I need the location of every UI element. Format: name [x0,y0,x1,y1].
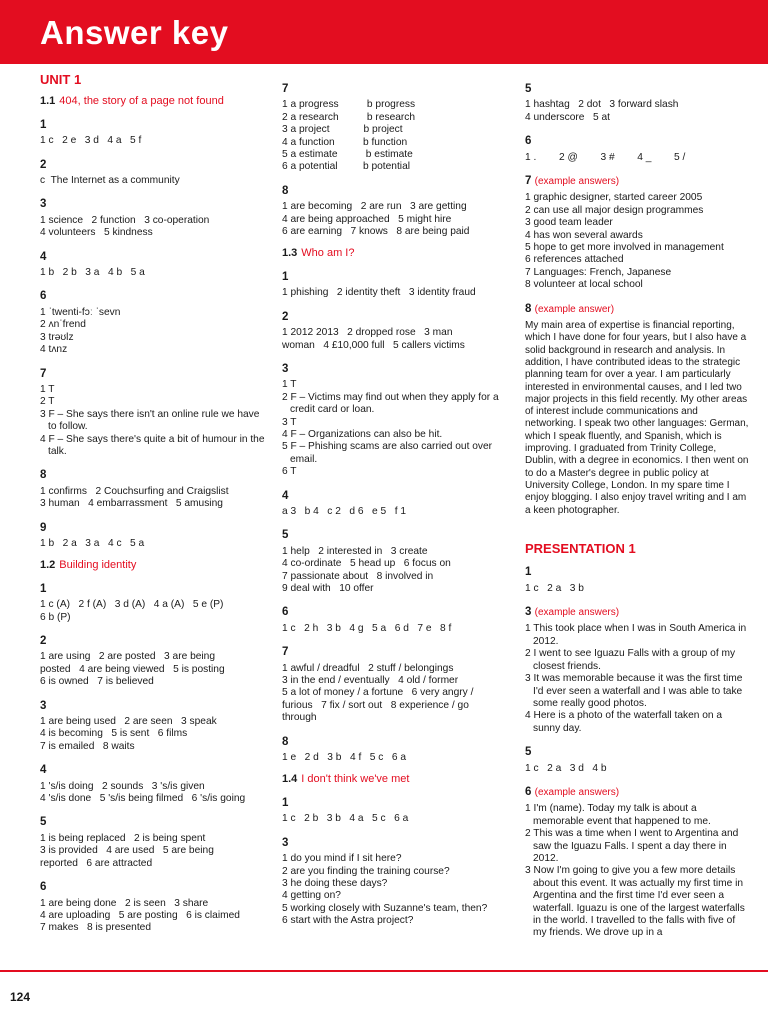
exercise-number [282,271,507,283]
answer-line: 1 b 2 a 3 a 4 c 5 a [40,537,145,549]
answer-line: 1 c 2 a 3 b [525,582,584,594]
answer-line: 1 T [282,379,297,391]
exercise-number [40,700,268,712]
answer-line: 3 Now I'm going to give you a few more details about this event. It was actually my first time in Argentina and the first time I'd ever seen a waterfall. Iguazu is one of the largest waterfalls in the world. I travelled to the falls with five of my friends. We drove up in a [525,865,745,939]
exercise-number [40,764,268,776]
answer-line: 3 he doing these days? [282,877,388,889]
answer-line: 7 makes 8 is presented [40,922,151,934]
exercise-number [40,469,268,481]
answer-line: 1 phishing 2 identity theft 3 identity fraud [282,287,476,299]
exercise-number [282,797,507,809]
example-note: (example answers) [534,607,620,619]
section-number: 1.1 [40,95,56,108]
answer-line: 3 a project b project [282,124,403,136]
answer-line: 1 c 2 a 3 d 4 b [525,762,607,774]
example-note: (example answer) [534,303,615,315]
exercise-number [40,290,268,302]
answer-line: 4 Here is a photo of the waterfall taken on a sunny day. [525,710,723,734]
answer-line: 1 are using 2 are posted 3 are being [40,651,216,663]
exercise-label: 4 [40,250,47,263]
answer-line: 1 I'm (name). Today my talk is about a memorable event that happened to me. [525,803,711,827]
answer-line: 9 deal with 10 offer [282,583,374,594]
exercise-label: 5 [525,83,532,95]
answer-line: 2 ʌnˈfrend [40,319,86,331]
exercise-label: 6 [282,606,289,619]
exercise-number [525,135,750,147]
answer-line: 6 references attached [525,254,624,266]
exercise-number [40,119,268,131]
exercise-number [40,198,268,210]
section-heading [40,95,268,107]
exercise-number [525,303,750,316]
exercise-label: 7 [282,83,289,95]
exercise-label: 1 [525,566,532,579]
exercise-label: 6 [40,290,47,303]
exercise-number [525,606,750,619]
example-note: (example answers) [534,786,620,798]
exercise-label: 2 [282,310,289,323]
exercise-number [282,646,507,658]
exercise-label: 1 [282,796,289,809]
answer-line: 2 F – Victims may find out when they apply for a credit card or loan. [282,391,499,416]
answer-line: 1 e 2 d 3 b 4 f 5 c 6 a [282,752,407,764]
exercise-number [282,363,507,375]
answer-line: 8 volunteer at local school [525,279,643,291]
exercise-number [525,786,750,799]
answer-line: 1 2012 2013 2 dropped rose 3 man [282,327,453,339]
answer-line: through [282,712,317,724]
answer-line: 1 confirms 2 Couchsurfing and Craigslist [40,485,229,497]
answer-line: 1 is being replaced 2 is being spent [40,832,206,844]
answer-line: 3 trəʊlz [40,331,74,343]
answer-line: 4 are being approached 5 might hire [282,213,452,225]
example-note: (example answers) [534,176,620,188]
answer-line: 4 a function b function [282,136,408,148]
section-title: Building identity [59,559,137,572]
answer-line: 6 b (P) [40,611,71,623]
exercise-label: 2 [40,635,47,647]
column-middle [282,72,507,928]
exercise-label: 3 [40,699,47,712]
answer-line: 2 T [40,396,55,408]
page-title: Answer key [40,14,229,51]
exercise-label: 2 [40,158,47,171]
answer-line: woman 4 £10,000 full 5 callers victims [282,339,465,351]
exercise-number [282,490,507,502]
answer-line: 7 passionate about 8 involved in [282,570,434,582]
answer-line: 2 I went to see Iguazu Falls with a group of my closest friends. [525,648,736,672]
exercise-number [282,606,507,618]
exercise-number [40,881,268,893]
answer-line: 6 a potential b potential [282,161,410,173]
exercise-number [525,175,750,188]
exercise-number [525,746,750,758]
exercise-label: 6 [525,135,532,148]
answer-line: 5 F – Phishing scams are also carried out over email. [282,441,493,465]
answer-line: 4 tʌnz [40,344,68,356]
exercise-number [282,736,507,748]
exercise-label: 8 [40,469,47,482]
answer-line: 7 Languages: French, Japanese [525,266,672,278]
exercise-label: 4 [282,489,289,502]
answer-line: 4 is becoming 5 is sent 6 films [40,728,188,740]
answer-line: 1 . 2 @ 3 # 4 _ 5 / [525,151,686,163]
answer-line: 6 are earning 7 knows 8 are being paid [282,226,470,238]
section-title: Who am I? [301,247,355,260]
answer-line: a 3 b 4 c 2 d 6 e 5 f 1 [282,505,407,517]
footer-rule [0,970,768,972]
answer-line: 1 science 2 function 3 co-operation [40,214,210,226]
exercise-number [282,185,507,197]
answer-line: 3 good team leader [525,217,613,229]
exercise-label: 3 [282,362,289,375]
answer-line: reported 6 are attracted [40,857,153,869]
answer-line: 5 a estimate b estimate [282,149,413,161]
section-heading [40,559,268,571]
exercise-number [282,83,507,95]
section-title: I don't think we've met [301,773,410,786]
answer-line: 4 F – Organizations can also be hit. [282,428,443,440]
unit-heading: UNIT 1 [40,72,82,87]
exercise-label: 4 [40,764,47,777]
answer-line: 5 hope to get more involved in management [525,242,724,254]
header-banner [0,0,768,64]
section-number: 1.4 [282,773,298,786]
exercise-label: 1 [40,118,47,131]
answer-line: posted 4 are being viewed 5 is posting [40,663,225,675]
answer-line: 1 c 2 e 3 d 4 a 5 f [40,135,142,147]
answer-line: c The Internet as a community [40,175,180,187]
exercise-label: 8 [282,735,289,748]
exercise-number [525,83,750,95]
answer-line: 4 getting on? [282,890,341,902]
answer-line: 1 are becoming 2 are run 3 are getting [282,201,467,213]
answer-line: 4 has won several awards [525,229,643,241]
exercise-number [40,635,268,647]
answer-line: 5 working closely with Suzanne's team, then? [282,902,488,914]
answer-line: 1 This took place when I was in South America in 2012. [525,623,747,647]
answer-line: 4 underscore 5 at [525,111,610,123]
answer-line: 5 a lot of money / a fortune 6 very angry / [282,687,474,699]
answer-line: 1 a progress b progress [282,99,416,111]
unit-heading: PRESENTATION 1 [525,540,636,556]
answer-line: 2 This was a time when I went to Argentina and saw the Iguazu Falls. I spent a day there in 2012. [525,828,739,864]
answer-line: 1 c 2 h 3 b 4 g 5 a 6 d 7 e 8 f [282,622,452,634]
answer-line: 3 It was memorable because it was the first time I'd ever seen a waterfall and I was able to take some really good photos. [525,673,743,709]
answer-line: 1 T [40,383,55,395]
answer-line: 6 start with the Astra project? [282,915,414,927]
exercise-label: 3 [282,836,289,849]
exercise-label: 1 [40,582,47,595]
section-heading [282,247,507,259]
answer-line: 4 co-ordinate 5 head up 6 focus on [282,558,451,570]
answer-line: 2 are you finding the training course? [282,865,450,877]
answer-line: 2 a research b research [282,111,416,123]
answer-line: 1 awful / dreadful 2 stuff / belongings [282,662,454,674]
exercise-label: 7 [525,175,532,188]
answer-line: 3 human 4 embarrassment 5 amusing [40,498,223,510]
section-heading [282,773,507,785]
answer-line: 1 hashtag 2 dot 3 forward slash [525,99,679,111]
exercise-number [282,837,507,849]
section-number: 1.2 [40,559,56,572]
exercise-label: 8 [282,184,289,197]
exercise-label: 5 [282,529,289,542]
exercise-number [40,522,268,534]
answer-line: 1 are being used 2 are seen 3 speak [40,716,217,728]
column-right [525,72,750,940]
exercise-label: 5 [525,746,532,759]
section-number: 1.3 [282,247,298,260]
exercise-number [282,529,507,541]
answer-line: 1 's/is doing 2 sounds 3 's/is given [40,780,205,792]
exercise-number [40,159,268,171]
answer-line: 3 F – She says there isn't an online rule we have to follow. [40,408,260,433]
exercise-label: 9 [40,521,47,534]
answer-line: 1 c (A) 2 f (A) 3 d (A) 4 a (A) 5 e (P) [40,599,224,611]
answer-line: 4 are uploading 5 are posting 6 is claimed [40,909,240,921]
answer-line: 4 's/is done 5 's/is being filmed 6 's/is going [40,793,246,805]
answer-line: 4 volunteers 5 kindness [40,227,153,239]
answer-line: 4 F – She says there's quite a bit of humour in the talk. [40,433,265,457]
exercise-label: 7 [40,367,47,380]
answer-line: 3 T [282,416,297,428]
exercise-number [40,251,268,263]
exercise-label: 5 [40,816,47,829]
exercise-number [40,583,268,595]
exercise-number [282,311,507,323]
exercise-number [40,816,268,828]
exercise-label: 6 [40,881,47,894]
answer-line: 3 is provided 4 are used 5 are being [40,845,214,857]
answer-line: 6 T [282,466,297,478]
section-title: 404, the story of a page not found [59,95,224,108]
exercise-label: 1 [282,270,289,283]
answer-line: 1 ˈtwenti-fɔː ˈsevn [40,306,121,318]
answer-line: 1 c 2 b 3 b 4 a 5 c 6 a [282,813,409,825]
answer-line: 2 can use all major design programmes [525,204,704,216]
exercise-label: 6 [525,785,532,798]
exercise-label: 3 [525,606,532,619]
answer-line: 7 is emailed 8 waits [40,740,135,752]
exercise-label: 7 [282,646,289,659]
answer-line: 1 are being done 2 is seen 3 share [40,897,209,909]
answer-line: furious 7 fix / sort out 8 experience / go [282,699,469,711]
exercise-number [40,368,268,380]
answer-line: 1 b 2 b 3 a 4 b 5 a [40,267,145,279]
answer-line: 1 do you mind if I sit here? [282,853,402,865]
answer-line: 1 graphic designer, started career 2005 [525,192,703,204]
answer-line: 6 is owned 7 is believed [40,676,154,688]
column-left [40,72,268,935]
answer-line: 1 help 2 interested in 3 create [282,545,428,557]
exercise-label: 8 [525,302,532,315]
answer-line: 3 in the end / eventually 4 old / former [282,675,459,687]
exercise-number [525,566,750,578]
exercise-label: 3 [40,198,47,211]
answer-paragraph: My main area of expertise is financial reporting, which I have done for four years, but I also have a solid background in research and analysis. In addition, I have contributed ideas to the strategic planning team for over a year. I am particularly interested in environmental causes, and I led two major projects in this field recently. My other areas of interest include communications and networking. I speak two other languages: German, which I speak fluently, and Spanish, which is improving. I graduated from Trinity College, Dublin, with a degree in economics. I then went on to do a Master's degree in public policy at University College, London. In my spare time I enjoy blogging. I also enjoy travel writing and I am a keen photographer. [525,320,749,516]
page-number: 124 [10,990,31,1004]
